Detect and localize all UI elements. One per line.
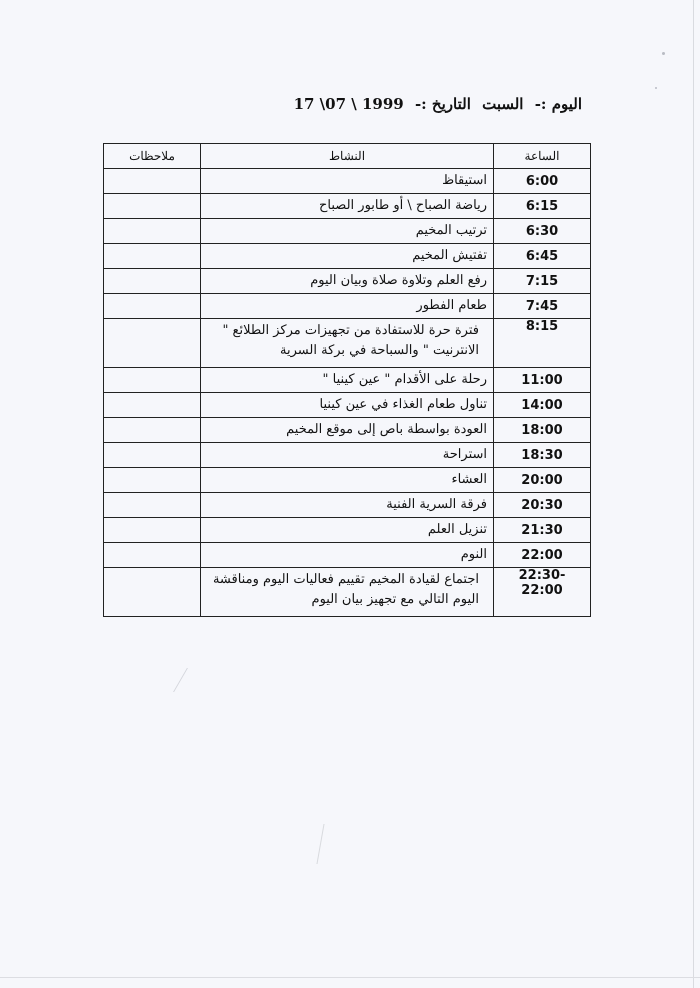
- activity-cell: رحلة على الأقدام " عين كينيا ": [201, 368, 494, 393]
- table-row: [104, 443, 591, 468]
- time-cell: 22:00: [494, 543, 591, 568]
- paper-edge-right: [693, 0, 694, 988]
- table-row: [104, 194, 591, 219]
- column-header-notes: ملاحظات: [104, 144, 201, 169]
- activity-cell: استيقاظ: [201, 169, 494, 194]
- table-row: [104, 294, 591, 319]
- notes-cell: [104, 443, 201, 468]
- time-cell: 11:00: [494, 368, 591, 393]
- notes-cell: [104, 568, 201, 617]
- notes-cell: [104, 518, 201, 543]
- table-row: [104, 269, 591, 294]
- time-cell: 6:45: [494, 244, 591, 269]
- activity-cell: اجتماع لقيادة المخيم تقييم فعاليات اليوم ومناقشة اليوم التالي مع تجهيز بيان اليوم: [201, 568, 494, 617]
- table-row: [104, 393, 591, 418]
- activity-cell: فرقة السرية الفنية: [201, 493, 494, 518]
- paper-edge-bottom: [0, 977, 700, 978]
- time-cell: 6:30: [494, 219, 591, 244]
- activity-cell: تنزيل العلم: [201, 518, 494, 543]
- time-cell: 7:45: [494, 294, 591, 319]
- document-header: [288, 95, 582, 113]
- time-cell: 22:30-22:00: [494, 568, 591, 617]
- notes-cell: [104, 219, 201, 244]
- notes-cell: [104, 393, 201, 418]
- activity-cell: طعام الفطور: [201, 294, 494, 319]
- date-label: التاريخ :-: [414, 95, 471, 113]
- notes-cell: [104, 244, 201, 269]
- time-cell: 6:00: [494, 169, 591, 194]
- notes-cell: [104, 169, 201, 194]
- time-cell: 7:15: [494, 269, 591, 294]
- column-header-activity: النشاط: [201, 144, 494, 169]
- notes-cell: [104, 294, 201, 319]
- notes-cell: [104, 468, 201, 493]
- table-row: [104, 493, 591, 518]
- notes-cell: [104, 319, 201, 368]
- activity-cell: العودة بواسطة باص إلى موقع المخيم: [201, 418, 494, 443]
- table-header-row: [104, 144, 591, 169]
- notes-cell: [104, 368, 201, 393]
- time-cell: 14:00: [494, 393, 591, 418]
- time-cell: 20:30: [494, 493, 591, 518]
- notes-cell: [104, 493, 201, 518]
- paper-speck: [662, 52, 665, 55]
- activity-cell: ترتيب المخيم: [201, 219, 494, 244]
- date-value: 17 \07 \ 1999: [293, 95, 404, 113]
- notes-cell: [104, 194, 201, 219]
- paper-speck: [655, 87, 657, 89]
- activity-cell: العشاء: [201, 468, 494, 493]
- table-row: [104, 219, 591, 244]
- schedule-table: [103, 143, 591, 617]
- activity-cell: تناول طعام الغذاء في عين كينيا: [201, 393, 494, 418]
- table-row: [104, 319, 591, 368]
- table-row: [104, 568, 591, 617]
- time-cell: 21:30: [494, 518, 591, 543]
- activity-cell: رياضة الصباح \ أو طابور الصباح: [201, 194, 494, 219]
- activity-cell: استراحة: [201, 443, 494, 468]
- table-row: [104, 418, 591, 443]
- activity-cell: النوم: [201, 543, 494, 568]
- table-row: [104, 169, 591, 194]
- notes-cell: [104, 269, 201, 294]
- time-cell: 6:15: [494, 194, 591, 219]
- column-header-time: الساعة: [494, 144, 591, 169]
- table-row: [104, 244, 591, 269]
- activity-cell: رفع العلم وتلاوة صلاة وبيان اليوم: [201, 269, 494, 294]
- table-row: [104, 518, 591, 543]
- notes-cell: [104, 543, 201, 568]
- time-cell: 18:30: [494, 443, 591, 468]
- time-cell: 8:15: [494, 319, 591, 368]
- time-cell: 20:00: [494, 468, 591, 493]
- table-row: [104, 543, 591, 568]
- day-label: اليوم :-: [534, 95, 582, 113]
- table-row: [104, 368, 591, 393]
- time-cell: 18:00: [494, 418, 591, 443]
- notes-cell: [104, 418, 201, 443]
- day-value: السبت: [482, 95, 524, 113]
- activity-cell: فترة حرة للاستفادة من تجهيزات مركز الطلائع " الانترنيت " والسباحة في بركة السرية: [201, 319, 494, 368]
- activity-cell: تفتيش المخيم: [201, 244, 494, 269]
- table-row: [104, 468, 591, 493]
